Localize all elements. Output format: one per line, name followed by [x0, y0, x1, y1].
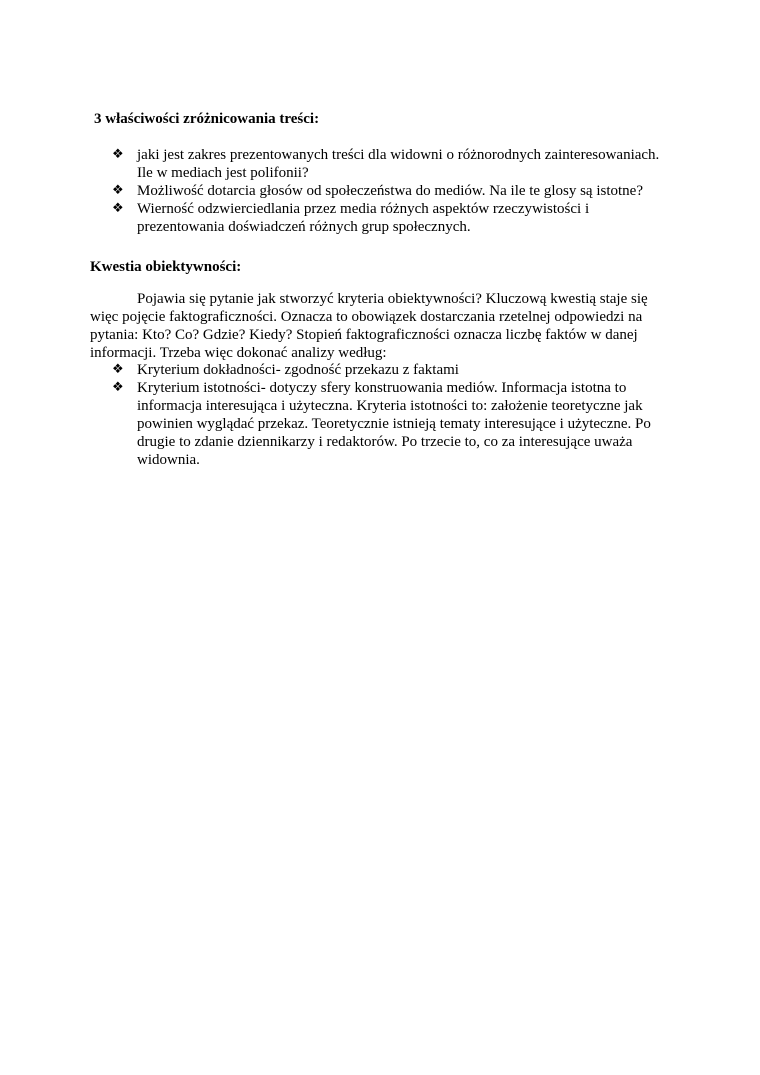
diamond-bullet-icon: ❖ [112, 183, 124, 198]
list-item [90, 379, 670, 469]
list-item [90, 200, 670, 236]
diamond-bullet-icon: ❖ [112, 147, 124, 162]
diamond-bullet-icon: ❖ [112, 362, 124, 377]
list-item [90, 146, 670, 182]
objectivity-paragraph: Pojawia się pytanie jak stworzyć kryteria obiektywności? Kluczową kwestią staje się więc pojęcie faktograficzności. Oznacza to obowiązek dostarczania rzetelnej odpowiedzi na pytania: Kto? Co? Gdzie? Kiedy? Stopień faktograficzności oznacza liczbę faktów w danej informacji. Trzeba więc dokonać analizy według: [90, 291, 648, 361]
list-item-text: jaki jest zakres prezentowanych treści dla widowni o różnorodnych zainteresowaniach. Ile w mediach jest polifonii? [137, 147, 660, 181]
list-item-text: Kryterium istotności- dotyczy sfery konstruowania mediów. Informacja istotna to informacja interesująca i użyteczna. Kryteria istotności to: założenie teoretyczne jak powinien wyglądać przekaz. Teoretycznie istnieją tematy interesujące i użyteczne. Po drugie to zdanie dziennikarzy i redaktorów. Po trzecie to, co za interesujące uważa widownia. [137, 380, 651, 468]
list-item-text: Wierność odzwierciedlania przez media różnych aspektów rzeczywistości i prezentowania doświadczeń różnych grup społecznych. [137, 201, 590, 235]
list-item [90, 182, 670, 200]
list-item-text: Możliwość dotarcia głosów od społeczeństwa do mediów. Na ile te glosy są istotne? [137, 183, 643, 199]
list-item-text: Kryterium dokładności- zgodność przekazu z faktami [137, 362, 459, 378]
diversity-bullet-list [90, 146, 670, 236]
list-item [90, 361, 670, 379]
criteria-bullet-list [90, 361, 670, 469]
diamond-bullet-icon: ❖ [112, 201, 124, 216]
section-heading-objectivity: Kwestia obiektywności: [90, 259, 242, 275]
section-heading-diversity: 3 właściwości zróżnicowania treści: [94, 111, 320, 127]
diamond-bullet-icon: ❖ [112, 380, 124, 395]
